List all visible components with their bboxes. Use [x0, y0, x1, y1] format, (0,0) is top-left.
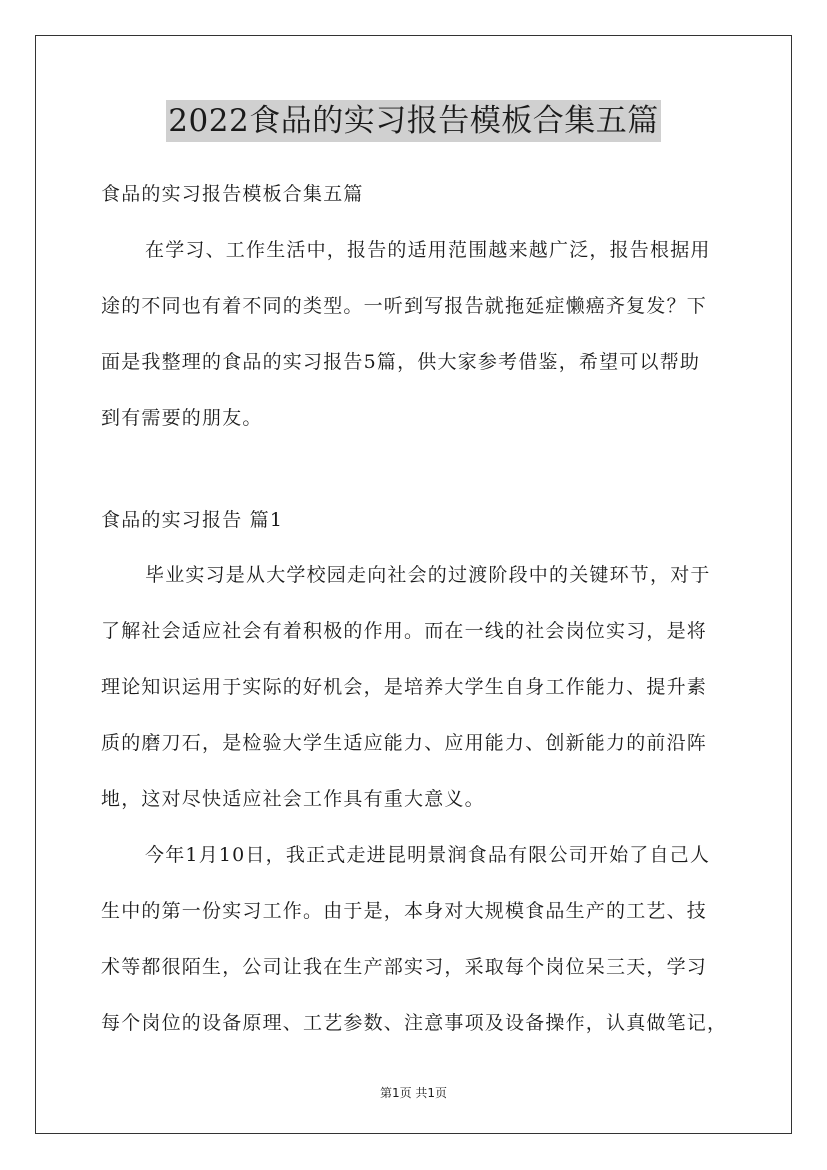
text-line: 面是我整理的食品的实习报告5篇，供大家参考借鉴，希望可以帮助 — [101, 351, 701, 373]
text-line: 途的不同也有着不同的类型。一听到写报告就拖延症懒癌齐复发？下 — [101, 295, 708, 317]
text-line: 了解社会适应社会有着积极的作用。而在一线的社会岗位实习，是将 — [101, 620, 708, 642]
document-title: 2022食品的实习报告模板合集五篇 — [166, 100, 660, 142]
title-container — [0, 100, 827, 142]
text-line: 到有需要的朋友。 — [101, 407, 263, 429]
text-line: 理论知识运用于实际的好机会，是培养大学生自身工作能力、提升素 — [101, 676, 708, 698]
text-line: 今年1月10日，我正式走进昆明景润食品有限公司开始了自己人 — [145, 844, 711, 866]
text-line: 生中的第一份实习工作。由于是，本身对大规模食品生产的工艺、技 — [101, 900, 708, 922]
text-line: 质的磨刀石，是检验大学生适应能力、应用能力、创新能力的前沿阵 — [101, 732, 708, 754]
text-line: 地，这对尽快适应社会工作具有重大意义。 — [101, 788, 485, 810]
text-line: 在学习、工作生活中，报告的适用范围越来越广泛，报告根据用 — [145, 239, 711, 261]
text-line: 每个岗位的设备原理、工艺参数、注意事项及设备操作，认真做笔记， — [101, 1012, 728, 1034]
text-line: 毕业实习是从大学校园走向社会的过渡阶段中的关键环节，对于 — [145, 564, 711, 586]
text-line: 食品的实习报告模板合集五篇 — [101, 183, 364, 205]
page-footer: 第1页 共1页 — [379, 1086, 448, 1100]
text-line: 食品的实习报告 篇1 — [101, 509, 284, 531]
text-line: 术等都很陌生，公司让我在生产部实习，采取每个岗位呆三天，学习 — [101, 956, 708, 978]
